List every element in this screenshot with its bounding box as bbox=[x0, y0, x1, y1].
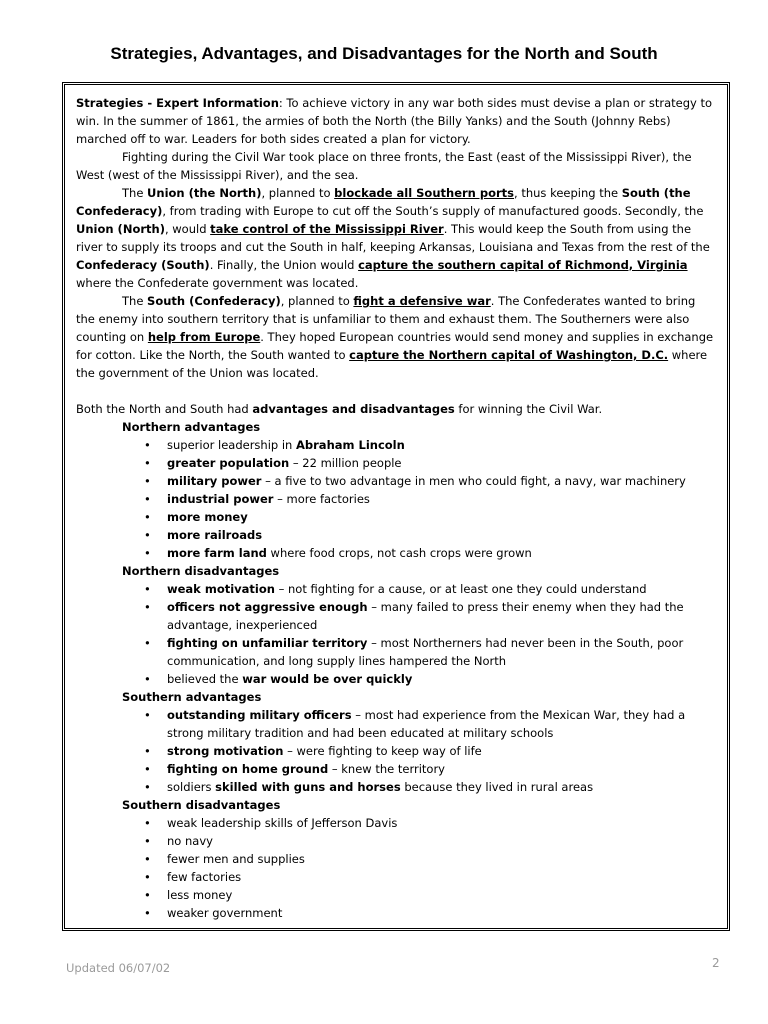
list-item: • soldiers skilled with guns and horses because they lived in rural areas bbox=[76, 778, 716, 796]
union-strategy-paragraph: The Union (the North), planned to blockade all Southern ports, thus keeping the South (the Confederacy), from trading with Europe to cut off the South’s supply of manufactured goods. Secondly, the Union (North), would take control of the Mississippi River. This would keep the South from using the river to supply its troops and cut the South in half, keeping Arkansas, Louisiana and Texas from the rest of the Confederacy (South). Finally, the Union would capture the southern capital of Richmond, Virginia where the Confederate government was located. bbox=[76, 186, 710, 290]
list-item: • weak motivation – not fighting for a cause, or at least one they could understand bbox=[76, 580, 716, 598]
southern-disadvantages-list bbox=[76, 814, 716, 922]
list-item: • industrial power – more factories bbox=[76, 490, 716, 508]
list-item: • fighting on home ground – knew the territory bbox=[76, 760, 716, 778]
northern-disadvantages-list bbox=[76, 580, 716, 688]
list-item: • less money bbox=[76, 886, 716, 904]
updated-date: Updated 06/07/02 bbox=[66, 961, 171, 975]
list-item: • believed the war would be over quickly bbox=[76, 670, 716, 688]
south-strategy-paragraph: The South (Confederacy), planned to fight a defensive war. The Confederates wanted to bring the enemy into southern territory that is unfamiliar to them and exhaust them. The Southerners were also counting on help from Europe. They hoped European countries would send money and supplies in exchange for cotton. Like the North, the South wanted to capture the Northern capital of Washington, D.C. where the government of the Union was located. bbox=[76, 294, 714, 380]
list-item: • more railroads bbox=[76, 526, 716, 544]
list-item: • military power – a five to two advantage in men who could fight, a navy, war machinery bbox=[76, 472, 716, 490]
southern-advantages-list bbox=[76, 706, 716, 796]
list-item: • few factories bbox=[76, 868, 716, 886]
page-title: Strategies, Advantages, and Disadvantages for the North and South bbox=[110, 44, 658, 63]
list-item: • more money bbox=[76, 508, 716, 526]
list-item: • officers not aggressive enough – many failed to press their enemy when they had the advantage, inexperienced bbox=[76, 598, 716, 634]
fronts-paragraph: Fighting during the Civil War took place on three fronts, the East (east of the Mississippi River), the West (west of the Mississippi River), and the sea. bbox=[76, 150, 692, 182]
list-item: • outstanding military officers – most had experience from the Mexican War, they had a strong military tradition and had been educated at military schools bbox=[76, 706, 716, 742]
southern-disadvantages-heading: Southern disadvantages bbox=[122, 798, 281, 812]
list-item: • superior leadership in Abraham Lincoln bbox=[76, 436, 716, 454]
southern-advantages-heading: Southern advantages bbox=[122, 690, 262, 704]
strategies-intro: Strategies - Expert Information: To achieve victory in any war both sides must devise a plan or strategy to win. In the summer of 1861, the armies of both the North (the Billy Yanks) and the South (Johnny Rebs) marched off to war. Leaders for both sides created a plan for victory. bbox=[76, 96, 713, 146]
list-item: • weaker government bbox=[76, 904, 716, 922]
list-item: • weak leadership skills of Jefferson Davis bbox=[76, 814, 716, 832]
list-item: • more farm land where food crops, not cash crops were grown bbox=[76, 544, 716, 562]
list-item: • fewer men and supplies bbox=[76, 850, 716, 868]
page-number: 2 bbox=[712, 956, 720, 970]
list-item: • strong motivation – were fighting to keep way of life bbox=[76, 742, 716, 760]
northern-disadvantages-heading: Northern disadvantages bbox=[122, 564, 280, 578]
advantages-intro: Both the North and South had advantages and disadvantages for winning the Civil War. bbox=[76, 402, 603, 416]
document-body bbox=[76, 94, 716, 922]
strategies-heading: Strategies - Expert Information bbox=[76, 96, 279, 110]
northern-advantages-list bbox=[76, 436, 716, 562]
list-item: • greater population – 22 million people bbox=[76, 454, 716, 472]
list-item: • no navy bbox=[76, 832, 716, 850]
northern-advantages-heading: Northern advantages bbox=[122, 420, 261, 434]
list-item: • fighting on unfamiliar territory – most Northerners had never been in the South, poor communication, and long supply lines hampered the North bbox=[76, 634, 716, 670]
